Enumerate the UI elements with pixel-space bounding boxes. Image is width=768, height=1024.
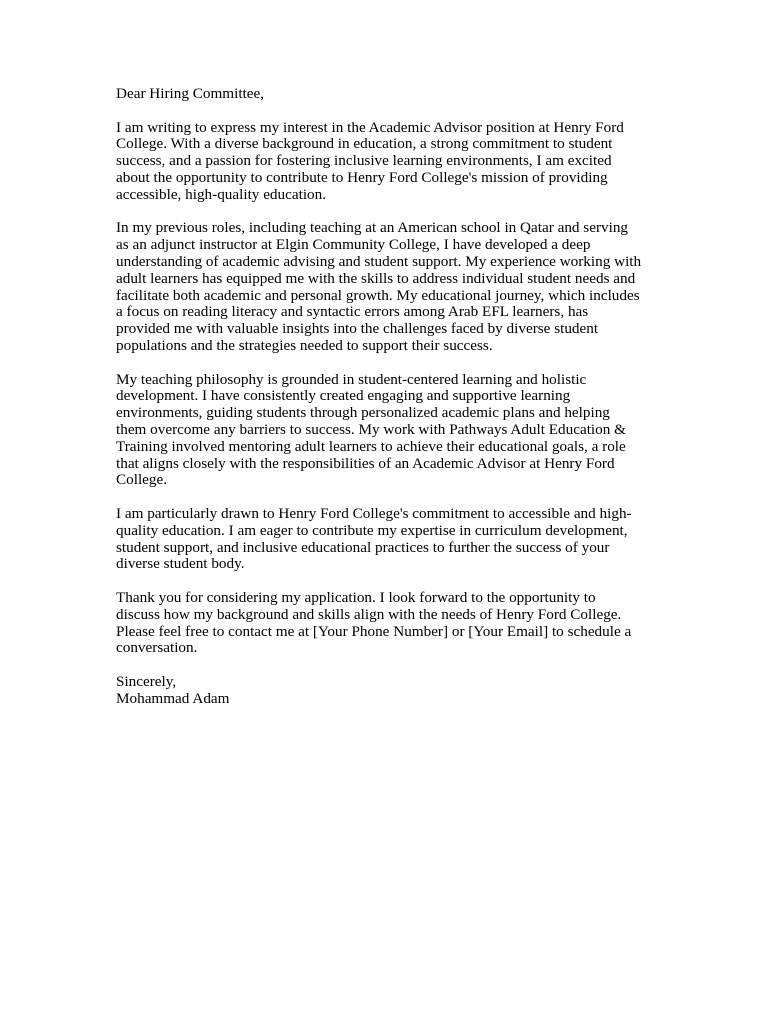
line: Training involved mentoring adult learners to achieve their educational goals, a role [116, 437, 626, 455]
salutation: Dear Hiring Committee, [116, 85, 265, 102]
line: provided me with valuable insights into the challenges faced by diverse student [116, 320, 599, 338]
line: discuss how my background and skills align with the needs of Henry Ford College. [116, 605, 622, 623]
line: I am writing to express my interest in the Academic Advisor position at Henry Ford [116, 118, 624, 136]
line: facilitate both academic and personal growth. My educational journey, which includes [116, 286, 640, 304]
line: College. [116, 471, 168, 489]
line: about the opportunity to contribute to Henry Ford College's mission of providing [116, 168, 608, 186]
line: understanding of academic advising and student support. My experience working with [116, 252, 642, 270]
line: adult learners has equipped me with the skills to address individual student needs and [116, 269, 636, 287]
line: I am particularly drawn to Henry Ford College's commitment to accessible and high- [116, 504, 632, 522]
line: populations and the strategies needed to support their success. [116, 336, 493, 354]
line: accessible, high-quality education. [116, 185, 327, 203]
line: My teaching philosophy is grounded in student-centered learning and holistic [116, 370, 587, 388]
paragraph-4 [116, 506, 656, 573]
line: student support, and inclusive educational practices to further the success of your [116, 538, 610, 556]
line: them overcome any barriers to success. My work with Pathways Adult Education & [116, 420, 626, 438]
paragraph-5 [116, 590, 656, 657]
signature: Mohammad Adam [116, 689, 230, 707]
line: success, and a passion for fostering inclusive learning environments, I am excited [116, 152, 612, 170]
paragraph-1 [116, 120, 656, 204]
line: conversation. [116, 639, 198, 657]
line: a focus on reading literacy and syntactic errors among Arab EFL learners, has [116, 303, 589, 321]
line: College. With a diverse background in education, a strong commitment to student [116, 135, 613, 153]
line: In my previous roles, including teaching at an American school in Qatar and serving [116, 219, 629, 237]
line: diverse student body. [116, 555, 245, 573]
paragraph-2 [116, 220, 656, 354]
line: quality education. I am eager to contribute my expertise in curriculum development, [116, 521, 628, 539]
cover-letter [116, 86, 656, 707]
line: Thank you for considering my application. I look forward to the opportunity to [116, 588, 596, 606]
closing: Sincerely, [116, 672, 177, 690]
line: development. I have consistently created engaging and supportive learning [116, 387, 571, 405]
line: that aligns closely with the responsibilities of an Academic Advisor at Henry Ford [116, 454, 615, 472]
paragraph-3 [116, 372, 656, 490]
line: as an adjunct instructor at Elgin Community College, I have developed a deep [116, 236, 591, 254]
line: environments, guiding students through personalized academic plans and helping [116, 404, 610, 422]
line: Please feel free to contact me at [Your Phone Number] or [Your Email] to schedule a [116, 622, 632, 640]
